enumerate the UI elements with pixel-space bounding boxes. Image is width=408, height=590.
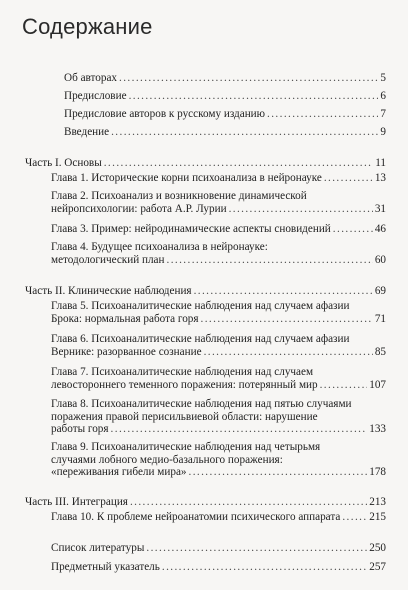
toc-entry-label: Введение — [64, 126, 110, 138]
dot-leader — [129, 90, 379, 103]
toc-entry-label: Об авторах — [64, 72, 118, 84]
toc-entry-label: Предметный указатель — [51, 561, 160, 573]
toc-entry-label: Часть II. Клинические наблюдения — [25, 285, 192, 297]
toc-page-number: 46 — [374, 223, 386, 235]
toc-page-number: 31 — [374, 202, 386, 215]
dot-leader — [167, 254, 373, 267]
toc-page-number: 5 — [380, 72, 386, 84]
toc-entry-label: Глава 3. Пример: нейродинамические аспекты сновидений — [51, 223, 331, 235]
dot-leader — [111, 126, 378, 139]
toc-page-number: 178 — [369, 466, 386, 478]
dot-leader — [146, 542, 367, 555]
toc-entry-line: Глава 6. Психоаналитические наблюдения над случаем афазии — [51, 333, 350, 345]
toc-page-number: 257 — [369, 561, 386, 573]
toc-entry-label: Список литературы — [51, 542, 145, 554]
toc-entry-line: поражения правой перисильвиевой области: нарушение — [51, 410, 318, 423]
toc-entry-label: Брока: нормальная работа горя — [51, 312, 199, 325]
toc-page-number: 69 — [374, 285, 386, 297]
toc-page-number: 133 — [369, 423, 386, 435]
toc-entry-label: Часть I. Основы — [25, 157, 102, 169]
dot-leader — [324, 172, 373, 185]
toc-entry-line: Глава 7. Психоаналитические наблюдения над случаем — [51, 366, 314, 378]
toc-page-number: 85 — [374, 345, 386, 358]
toc-page-number: 60 — [374, 253, 386, 266]
dot-leader — [267, 108, 378, 121]
dot-leader — [229, 203, 373, 216]
toc-page-number: 107 — [369, 378, 386, 391]
dot-leader — [320, 379, 368, 392]
toc-entry-label: Часть III. Интеграция — [25, 496, 128, 508]
page-title: Содержание — [22, 14, 153, 39]
toc-page-number: 11 — [375, 157, 386, 169]
toc-entry-label: работы горя — [51, 423, 109, 435]
toc-entry-line: Глава 9. Психоаналитические наблюдения над четырьмя — [51, 441, 321, 453]
dot-leader — [119, 72, 378, 85]
toc-entry-line: случаями лобного медио-базального поражения: — [51, 453, 283, 466]
toc-entry-line: Глава 2. Психоанализ и возникновение динамической — [51, 190, 307, 202]
dot-leader — [189, 466, 368, 479]
toc-entry-label: нейропсихологии: работа А.Р. Лурии — [51, 202, 227, 215]
toc-page-number: 9 — [380, 126, 386, 138]
dot-leader — [194, 285, 373, 298]
toc-entry-label: Предисловие — [64, 90, 127, 102]
dot-leader — [201, 313, 373, 326]
toc-page-number: 215 — [369, 511, 386, 523]
toc-entry-line: Глава 5. Психоаналитические наблюдения над случаем афазии — [51, 300, 350, 312]
dot-leader — [333, 223, 373, 236]
toc-entry-label: «переживания гибели мира» — [51, 466, 187, 478]
toc-page-number: 250 — [369, 542, 386, 554]
dot-leader — [111, 423, 368, 436]
dot-leader — [104, 157, 373, 170]
toc-page-number: 6 — [380, 90, 386, 102]
toc-entry-label: Вернике: разорванное сознание — [51, 345, 202, 358]
toc-entry-label: Глава 10. К проблеме нейроанатомии психического аппарата — [51, 511, 341, 523]
toc-entry-line: Глава 8. Психоаналитические наблюдения над пятью случаями — [51, 398, 352, 410]
toc-page-number: 7 — [380, 108, 386, 120]
toc-page-number: 13 — [374, 172, 386, 184]
dot-leader — [162, 561, 367, 574]
toc-entry-label: Глава 1. Исторические корни психоанализа в нейронауке — [51, 172, 322, 184]
toc-entry-label: методологический план — [51, 253, 165, 266]
toc-page-number: 71 — [374, 312, 386, 325]
toc-entry-label: Предисловие авторов к русскому изданию — [64, 108, 266, 120]
dot-leader — [130, 496, 367, 509]
dot-leader — [204, 346, 373, 359]
toc-page-number: 213 — [369, 496, 386, 508]
toc-entry-label: левостороннего теменного поражения: потерянный мир — [51, 378, 318, 391]
toc-entry-line: Глава 4. Будущее психоанализа в нейронауке: — [51, 241, 268, 253]
dot-leader — [342, 511, 367, 524]
